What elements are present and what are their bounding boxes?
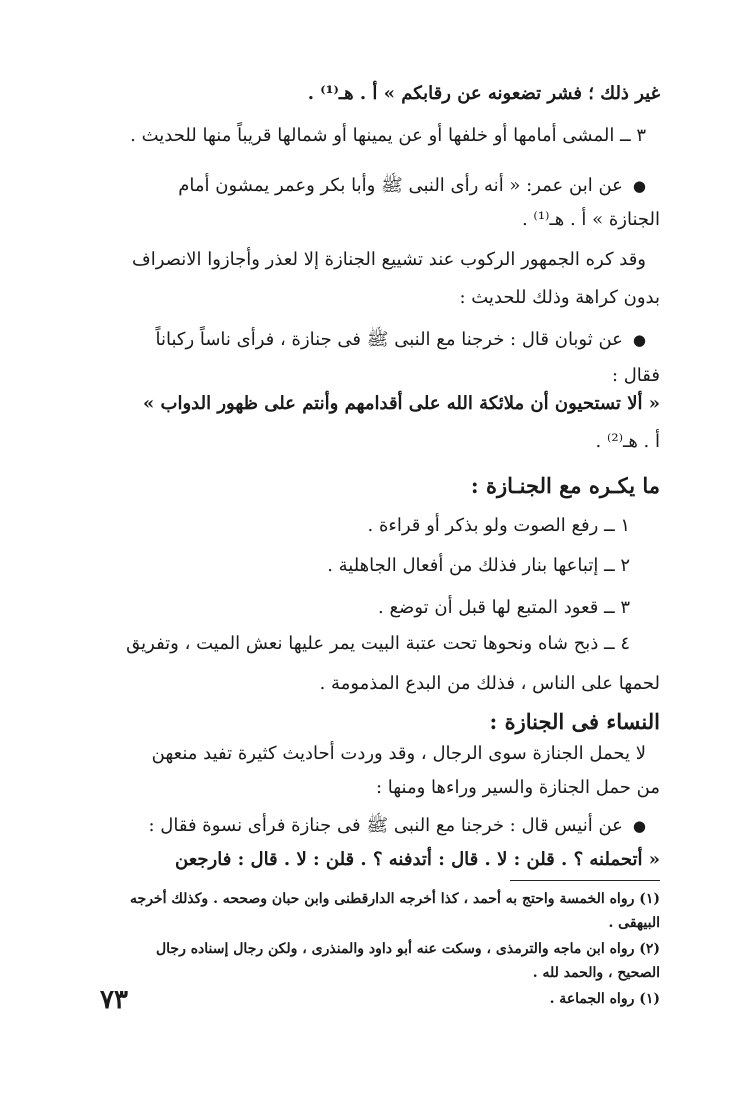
text-line: فقال : [611,365,660,386]
text-line: لحمها على الناس ، فذلك من البدع المذمومة . [319,673,660,694]
footnote-separator [510,880,660,881]
text-line: غير ذلك ؛ فشر تضعونه عن رقابكم » أ . هـ⁽¹⁾ . [307,83,660,104]
list-item: ٣ ــ قعود المتبع لها قبل أن توضع . [378,597,630,618]
footnote: (١) رواه الخمسة واحتج به أحمد ، كذا أخرجه الدارقطنى وابن حبان وصححه . وكذلك أخرجه [130,891,660,907]
text-line: أ . هـ⁽²⁾ . [595,431,660,452]
text-line: الجنازة » أ . هـ⁽¹⁾ . [521,209,660,230]
quote-line: « ألا تستحيون أن ملائكة الله على أقدامهم وأنتم على ظهور الدواب » [142,393,660,414]
hadith-line: ● عن أنيس قال : خرجنا مع النبى ﷺ فى جنازة فرأى نسوة فقال : [46,812,646,840]
hadith-line: ● عن ابن عمر: « أنه رأى النبى ﷺ وأبا بكر وعمر يمشون أمام [46,172,646,200]
hadith-line: ● عن ثوبان قال : خرجنا مع النبى ﷺ فى جنازة ، فرأى ناساً ركباناً [46,326,646,354]
footnote: الصحيح ، والحمد لله . [532,965,660,981]
list-item: ٢ ــ إتباعها بنار فذلك من أفعال الجاهلية . [327,555,630,576]
text-line: ٣ ــ المشى أمامها أو خلفها أو عن يمينها أو شمالها قريباً منها للحديث . [130,125,646,146]
list-item: ٤ ــ ذبح شاه ونحوها تحت عتبة البيت يمر عليها نعش الميت ، وتفريق [126,633,630,654]
footnote: (٢) رواه ابن ماجه والترمذى ، وسكت عنه أبو داود والمنذرى ، ولكن رجال إسناده رجال [155,941,660,957]
quote-line: « أتحملنه ؟ . قلن : لا . قال : أتدفنه ؟ . قلن : لا . قال : فارجعن [175,849,660,870]
text-line: بدون كراهة وذلك للحديث : [459,287,660,308]
text-line: من حمل الجنازة والسير وراءها ومنها : [375,777,660,798]
text-line: وقد كره الجمهور الركوب عند تشييع الجنازة إلا لعذر وأجازوا الانصراف [132,249,646,270]
footnote: (١) رواه الجماعة . [549,991,660,1007]
text-line: لا يحمل الجنازة سوى الرجال ، وقد وردت أحاديث كثيرة تفيد منعهن [151,743,646,764]
section-heading: النساء فى الجنازة : [489,709,660,734]
list-item: ١ ــ رفع الصوت ولو بذكر أو قراءة . [367,515,630,536]
page-number: ٧٣ [100,985,128,1015]
footnote: البيهقى . [608,915,660,931]
section-heading: ما يكـره مع الجنـازة : [470,473,660,498]
